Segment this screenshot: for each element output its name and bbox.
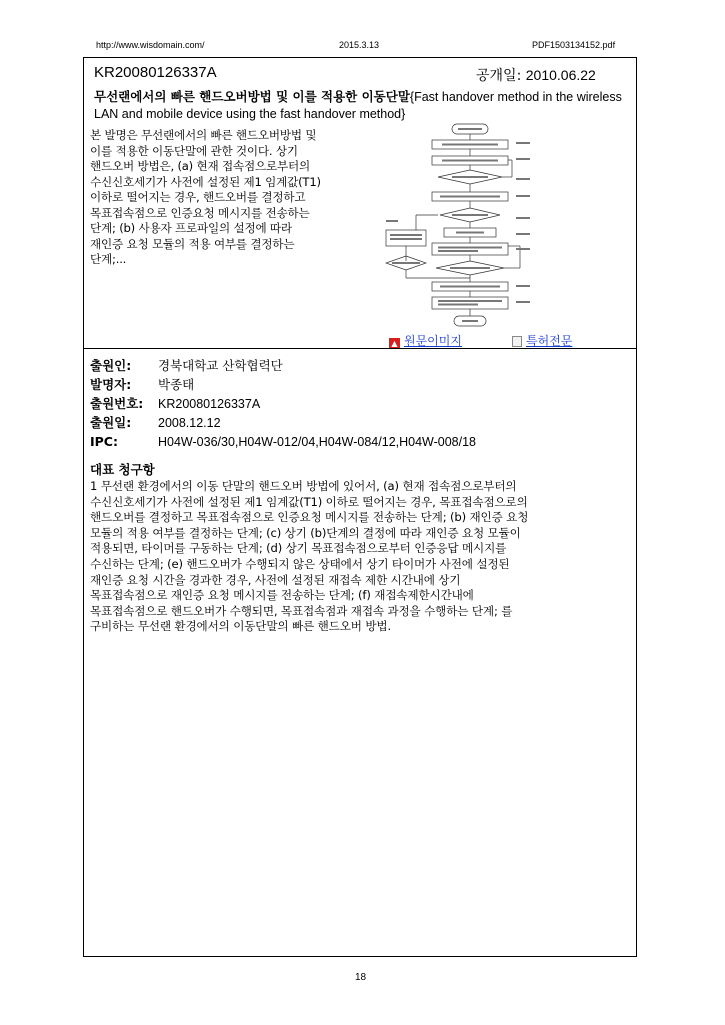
full-text-link[interactable] [512, 332, 572, 349]
biblio-value: 박종태 [158, 377, 195, 392]
abstract-line: 재인증 요청 모듈의 적용 여부를 결정하는 [90, 236, 295, 251]
claim-line: 수신하는 단계; (e) 핸드오버가 수행되지 않은 상태에서 상기 타이머가 사전에 설정된 [90, 556, 510, 571]
abstract-line: 본 발명은 무선랜에서의 빠른 핸드오버방법 및 [90, 128, 317, 142]
biblio-row-ipc [90, 432, 476, 451]
original-image-link-label: 원문이미지 [404, 334, 462, 348]
document-icon [512, 336, 522, 347]
abstract-line: 핸드오버 방법은, (a) 현재 접속점으로부터의 [90, 159, 310, 173]
header-url: http://www.wisdomain.com/ [96, 40, 205, 50]
claim-line: 모듈의 적용 여부를 결정하는 단계; (c) 상기 (b)단계의 결정에 따라 재인증 요청 모듈이 [90, 525, 521, 540]
biblio-value: H04W-036/30,H04W-012/04,H04W-084/12,H04W-008/18 [158, 435, 477, 449]
patent-title-en: {Fast handover method in the wireless LAN and mobile device using the fast handover method} [94, 90, 622, 121]
biblio-row-applicant [90, 356, 476, 375]
representative-claim [90, 479, 630, 635]
biblio-label: 출원번호: [90, 396, 144, 411]
biblio-row-inventor [90, 375, 476, 394]
patent-number: KR20080126337A [94, 64, 217, 81]
header-date: 2015.3.13 [339, 40, 380, 50]
biblio-value: KR20080126337A [158, 397, 261, 411]
section-divider [83, 348, 637, 349]
abstract-line: 단계; (b) 사용자 프로파일의 설정에 따라 [90, 221, 292, 235]
abstract-line: 수신신호세기가 사전에 설정된 제1 임계값(T1) [90, 174, 321, 189]
abstract-line: 단계;... [90, 252, 127, 266]
biblio-label: 발명자: [90, 377, 132, 392]
claim-line: 목표접속점으로 핸드오버가 수행되면, 목표접속점과 재접속 과정을 수행하는 단계; 를 [90, 603, 513, 618]
patent-title-ko: 무선랜에서의 빠른 핸드오버방법 및 이를 적용한 이동단말 [94, 89, 410, 104]
biblio-row-application-number [90, 394, 476, 413]
pdf-icon: ▲ [389, 338, 400, 349]
claim-line: 재인증 요청 시간을 경과한 경우, 사전에 설정된 재접속 제한 시간내에 상기 [90, 572, 461, 587]
claim-line: 수신신호세기가 사전에 설정된 제1 임계값(T1) 이하로 떨어지는 경우, 목표접속점으로의 [90, 494, 528, 509]
claim-line: 핸드오버를 결정하고 목표접속점으로 인증요청 메시지를 전송하는 단계; (b) 재인증 요청 [90, 510, 529, 525]
claim-line: 목표접속점으로 재인증 요청 메시지를 전송하는 단계; (f) 재접속제한시간내에 [90, 588, 474, 603]
biblio-label: 출원일: [90, 415, 132, 430]
publication-date-label: 공개일: [476, 68, 522, 84]
publication-date [476, 65, 596, 85]
abstract-line: 이를 적용한 이동단말에 관한 것이다. 상기 [90, 143, 298, 158]
biblio-row-application-date [90, 413, 476, 432]
claim-line: 구비하는 무선랜 환경에서의 이동단말의 빠른 핸드오버 방법. [90, 619, 391, 634]
biblio-label: 출원인: [90, 358, 132, 373]
biblio-value: 경북대학교 산학협력단 [158, 358, 283, 373]
header-filename: PDF1503134152.pdf [532, 40, 616, 50]
original-image-link[interactable] [389, 332, 462, 349]
biblio-label: IPC: [90, 434, 118, 449]
representative-drawing [380, 120, 550, 332]
claim-heading: 대표 청구항 [90, 462, 155, 477]
abstract-line: 이하로 떨어지는 경우, 핸드오버를 결정하고 [90, 190, 306, 204]
publication-date-value: 2010.06.22 [525, 67, 596, 83]
claim-line: 1 무선랜 환경에서의 이동 단말의 핸드오버 방법에 있어서, (a) 현재 접속점으로부터의 [90, 479, 517, 493]
patent-title [94, 89, 630, 122]
page-number: 18 [355, 972, 367, 983]
abstract-line: 목표접속점으로 인증요청 메시지를 전송하는 [90, 205, 310, 220]
abstract [90, 128, 376, 268]
claim-line: 적용되면, 타이머를 구동하는 단계; (d) 상기 목표접속점으로부터 인증응답 메시지를 [90, 541, 507, 556]
biblio-value: 2008.12.12 [158, 416, 221, 430]
bibliographic-info [90, 356, 476, 451]
full-text-link-label: 특허전문 [526, 334, 573, 348]
